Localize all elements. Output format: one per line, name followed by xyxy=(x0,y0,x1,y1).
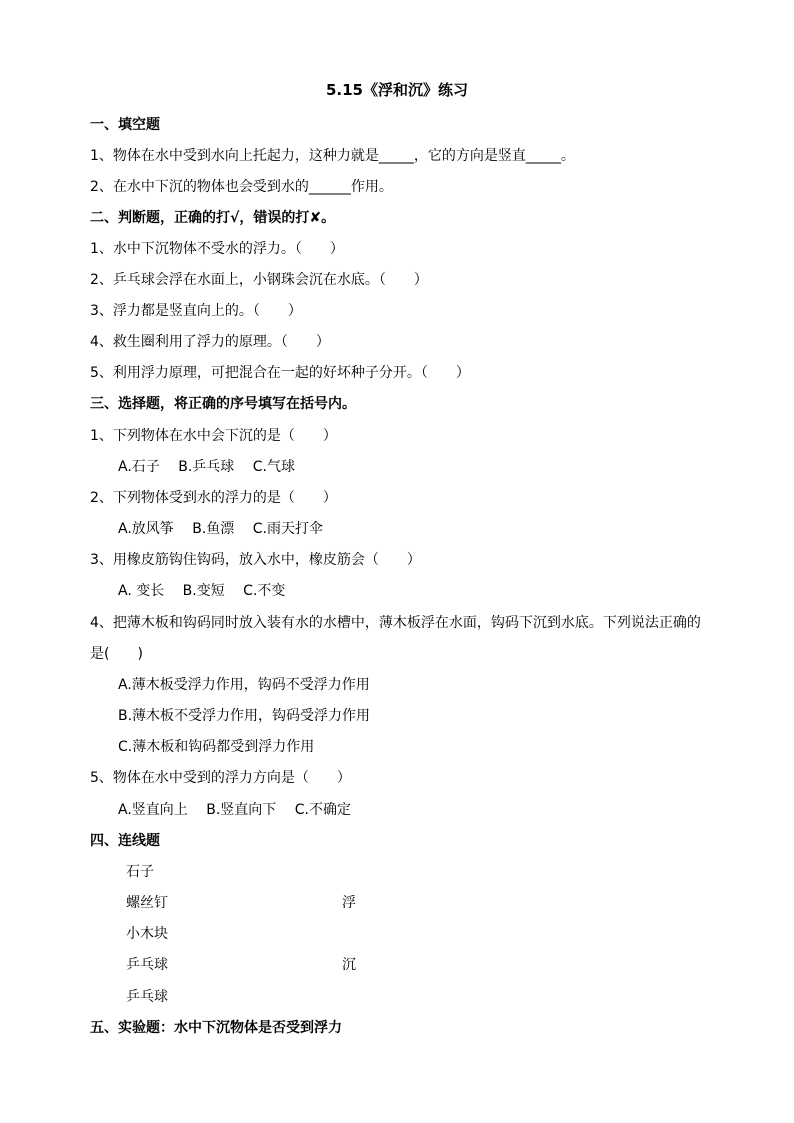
section-3-heading: 三、选择题，将正确的序号填写在括号内。 xyxy=(90,396,356,412)
choice-question-4-line-2: 是( ) xyxy=(90,646,143,662)
choice-question-4-option-c: C.薄木板和钩码都受到浮力作用 xyxy=(118,739,315,755)
matching-left-item: 石子 xyxy=(126,864,154,880)
choice-question-4-option-b: B.薄木板不受浮力作用，钩码受浮力作用 xyxy=(118,708,371,724)
fill-blank-question-2: 2、在水中下沉的物体也会受到水的______作用。 xyxy=(90,179,393,195)
true-false-question-5: 5、利用浮力原理，可把混合在一起的好坏种子分开。（ ） xyxy=(90,365,470,381)
matching-left-item: 小木块 xyxy=(126,926,168,942)
section-1-heading: 一、填空题 xyxy=(90,117,160,133)
choice-question-1-options: A.石子 B.乒乓球 C.气球 xyxy=(118,459,295,475)
section-4-heading: 四、连线题 xyxy=(90,833,160,849)
section-5-heading: 五、实验题：水中下沉物体是否受到浮力 xyxy=(90,1020,342,1036)
true-false-question-4: 4、救生圈利用了浮力的原理。（ ） xyxy=(90,334,330,350)
choice-question-5: 5、物体在水中受到的浮力方向是（ ） xyxy=(90,770,351,786)
matching-right-item: 沉 xyxy=(342,957,356,973)
choice-question-2-options: A.放风筝 B.鱼漂 C.雨天打伞 xyxy=(118,521,323,537)
choice-question-1: 1、下列物体在水中会下沉的是（ ） xyxy=(90,428,337,444)
choice-question-4-option-a: A.薄木板受浮力作用，钩码不受浮力作用 xyxy=(118,677,370,693)
matching-left-item: 螺丝钉 xyxy=(126,895,168,911)
true-false-question-2: 2、乒乓球会浮在水面上，小钢珠会沉在水底。（ ） xyxy=(90,272,428,288)
true-false-question-3: 3、浮力都是竖直向上的。（ ） xyxy=(90,303,302,319)
page-title: 5.15《浮和沉》练习 xyxy=(325,81,468,99)
section-2-heading: 二、判断题，正确的打√，错误的打✘。 xyxy=(90,210,336,226)
matching-left-item: 乒乓球 xyxy=(126,957,168,973)
choice-question-3-options: A. 变长 B.变短 C.不变 xyxy=(118,583,286,599)
fill-blank-question-1: 1、物体在水中受到水向上托起力，这种力就是_____，它的方向是竖直_____。 xyxy=(90,148,575,164)
choice-question-2: 2、下列物体受到水的浮力的是（ ） xyxy=(90,490,337,506)
matching-left-item: 乒乓球 xyxy=(126,989,168,1005)
matching-right-item: 浮 xyxy=(342,895,356,911)
true-false-question-1: 1、水中下沉物体不受水的浮力。（ ） xyxy=(90,241,344,257)
choice-question-3: 3、用橡皮筋钩住钩码，放入水中，橡皮筋会（ ） xyxy=(90,552,421,568)
choice-question-4-line-1: 4、把薄木板和钩码同时放入装有水的水槽中，薄木板浮在水面，钩码下沉到水底。下列说法正确的 xyxy=(90,615,701,631)
choice-question-5-options: A.竖直向上 B.竖直向下 C.不确定 xyxy=(118,802,351,818)
